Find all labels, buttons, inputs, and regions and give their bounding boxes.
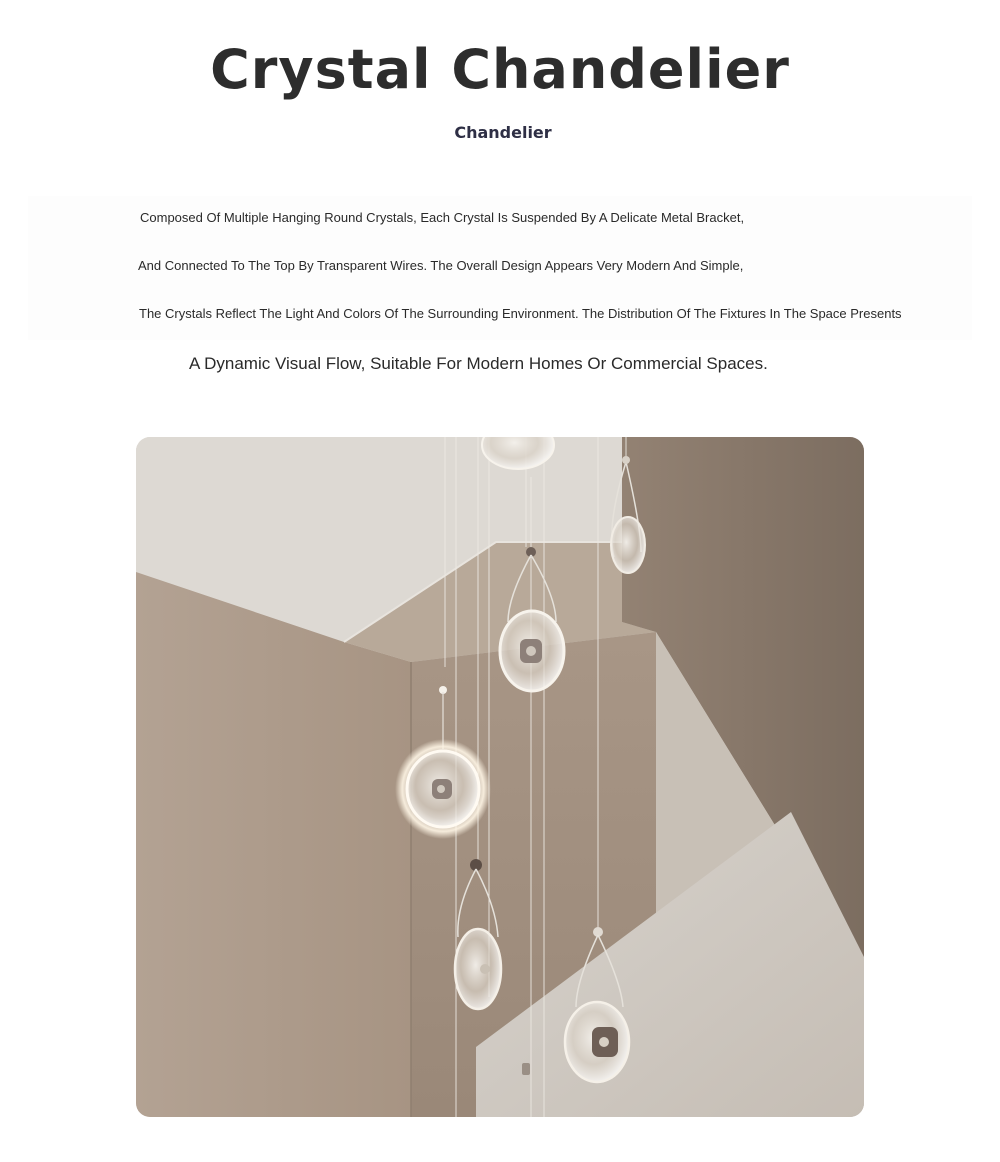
crystal-bottom-bracket xyxy=(522,1063,530,1075)
product-title: Crystal Chandelier xyxy=(210,38,790,101)
description-line-2: And Connected To The Top By Transparent Wires. The Overall Design Appears Very Modern And Simple, xyxy=(138,258,744,273)
chandelier-photo xyxy=(136,437,864,1117)
description-line-1: Composed Of Multiple Hanging Round Crystals, Each Crystal Is Suspended By A Delicate Metal Bracket, xyxy=(140,210,745,225)
description-closing-line: A Dynamic Visual Flow, Suitable For Modern Homes Or Commercial Spaces. xyxy=(189,354,768,373)
description-line-3: The Crystals Reflect The Light And Colors Of The Surrounding Environment. The Distribution Of The Fixtures In The Space Presents xyxy=(139,306,902,321)
chandelier-illustration xyxy=(136,437,864,1117)
product-subtitle: Chandelier xyxy=(454,123,552,142)
